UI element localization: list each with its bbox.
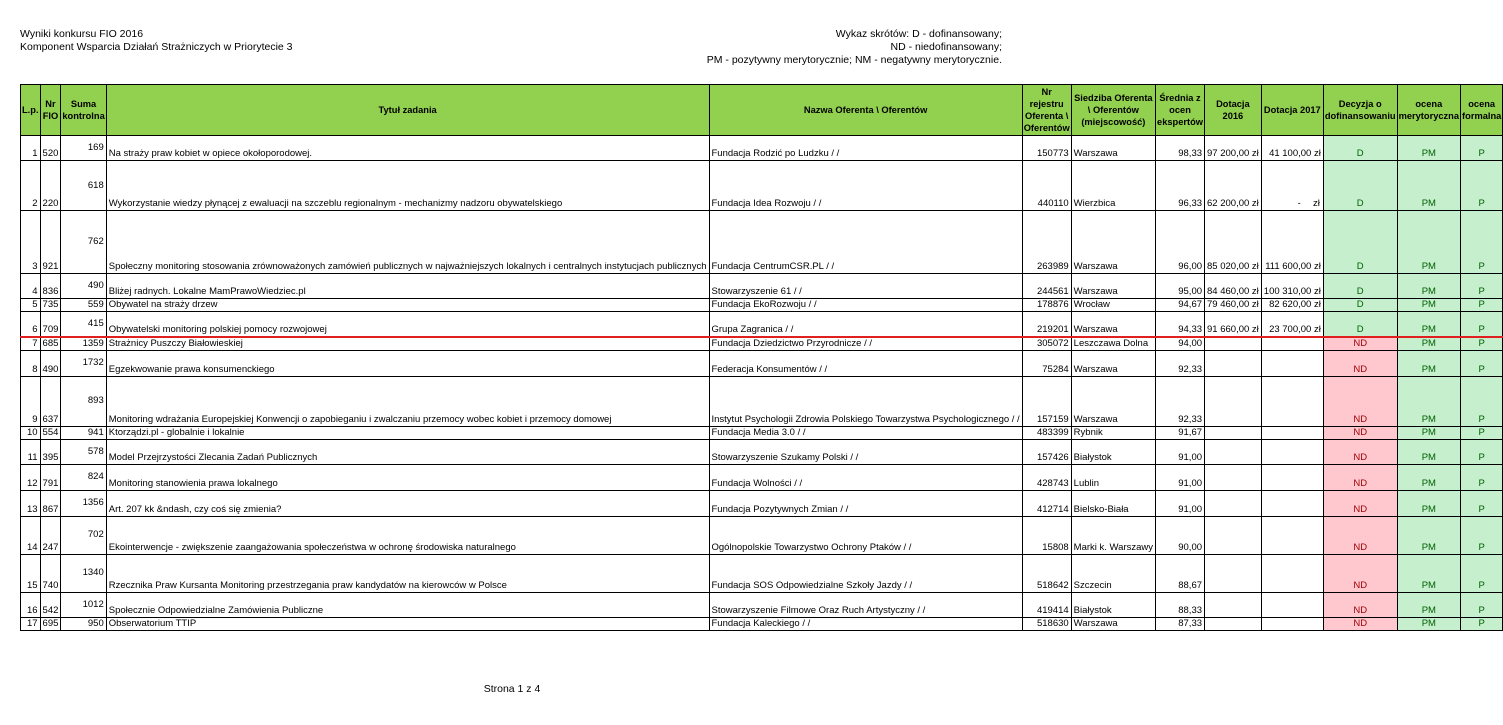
cell-nr-rej: 75284 — [1022, 350, 1071, 376]
col-srednia: Średnia z ocen ekspertów — [1156, 85, 1205, 136]
cell-nr-fio: 554 — [40, 426, 61, 439]
cell-siedziba: Białystok — [1071, 439, 1155, 464]
cell-nr-rej: 412714 — [1022, 490, 1071, 516]
cell-nr-fio: 695 — [40, 617, 61, 630]
table-row — [21, 350, 1503, 376]
cell-ocena-form: P — [1461, 439, 1503, 464]
cell-ocena-mer: PM — [1397, 161, 1460, 211]
cell-dot2016: 62 200,00 zł — [1205, 161, 1262, 211]
cell-lp: 7 — [21, 337, 41, 351]
table-row — [21, 274, 1503, 299]
cell-nr-rej: 263989 — [1022, 211, 1071, 274]
cell-dot2017 — [1261, 161, 1323, 211]
col-nr-rejestru: Nr rejestru Oferenta \ Oferentów — [1022, 85, 1071, 136]
cell-tytul: Wykorzystanie wiedzy płynącej z ewaluacji na szczeblu regionalnym - mechanizmy nadzoru obywatelskiego — [106, 161, 709, 211]
cell-dot2017 — [1261, 554, 1323, 592]
cell-nr-fio: 740 — [40, 554, 61, 592]
suma-value: 1356 — [82, 497, 104, 508]
cell-decyzja: ND — [1323, 554, 1397, 592]
cell-ocena-mer: PM — [1397, 426, 1460, 439]
cell-nr-fio: 395 — [40, 439, 61, 464]
cell-nr-rej: 440110 — [1022, 161, 1071, 211]
cell-ocena-form: P — [1461, 299, 1503, 312]
col-ocena-formalna: ocena formalna — [1461, 85, 1503, 136]
cell-nr-rej: 428743 — [1022, 464, 1071, 490]
col-dotacja-2016: Dotacja 2016 — [1205, 85, 1262, 136]
cell-dot2017 — [1261, 516, 1323, 554]
cell-dot2016: 84 460,00 zł — [1205, 274, 1262, 299]
table-row — [21, 617, 1503, 630]
cell-tytul: Na straży praw kobiet w opiece okołoporodowej. — [106, 136, 709, 161]
cell-srednia: 94,00 — [1156, 337, 1205, 351]
cell-dot2017: 111 600,00 zł — [1261, 211, 1323, 274]
cell-srednia: 96,33 — [1156, 161, 1205, 211]
cell-lp: 14 — [21, 516, 41, 554]
cell-srednia: 91,00 — [1156, 464, 1205, 490]
cell-srednia: 94,33 — [1156, 312, 1205, 337]
cell-ocena-form: P — [1461, 490, 1503, 516]
cell-suma — [61, 312, 106, 337]
cell-ocena-form: P — [1461, 161, 1503, 211]
cell-lp: 16 — [21, 592, 41, 617]
cell-decyzja: D — [1323, 312, 1397, 337]
cell-tytul: Monitoring stanowienia prawa lokalnego — [106, 464, 709, 490]
cell-nr-rej: 305072 — [1022, 337, 1071, 351]
cell-nr-fio: 791 — [40, 464, 61, 490]
table-row — [21, 554, 1503, 592]
cell-ocena-mer: PM — [1397, 312, 1460, 337]
report-subtitle: Komponent Wsparcia Działań Strażniczych w Priorytecie 3 — [20, 41, 293, 53]
cell-nr-fio: 220 — [40, 161, 61, 211]
cell-tytul: Obywatel na straży drzew — [106, 299, 709, 312]
cell-dot2016 — [1205, 439, 1262, 464]
cell-ocena-form: P — [1461, 617, 1503, 630]
cell-tytul: Egzekwowanie prawa konsumenckiego — [106, 350, 709, 376]
table-row — [21, 516, 1503, 554]
cell-oferent: Stowarzyszenie 61 / / — [709, 274, 1022, 299]
table-row — [21, 211, 1503, 274]
cell-tytul: Społecznie Odpowiedzialne Zamówienia Publiczne — [106, 592, 709, 617]
cell-srednia: 98,33 — [1156, 136, 1205, 161]
cell-ocena-mer: PM — [1397, 299, 1460, 312]
table-row — [21, 312, 1503, 337]
col-nr-fio: Nr FIO — [40, 85, 61, 136]
suma-value: 824 — [87, 471, 104, 482]
cell-tytul: Strażnicy Puszczy Białowieskiej — [106, 337, 709, 351]
table-row — [21, 490, 1503, 516]
suma-value: 950 — [87, 617, 104, 629]
cell-lp: 3 — [21, 211, 41, 274]
cell-oferent: Fundacja SOS Odpowiedzialne Szkoły Jazdy / / — [709, 554, 1022, 592]
cell-nr-fio: 709 — [40, 312, 61, 337]
cell-srednia: 91,00 — [1156, 490, 1205, 516]
cell-suma — [61, 376, 106, 426]
cell-srednia: 87,33 — [1156, 617, 1205, 630]
cell-suma — [61, 516, 106, 554]
cell-dot2016 — [1205, 592, 1262, 617]
cell-decyzja: ND — [1323, 337, 1397, 351]
cell-siedziba: Wrocław — [1071, 299, 1155, 312]
suma-value: 893 — [87, 395, 104, 406]
cell-decyzja: ND — [1323, 490, 1397, 516]
cell-ocena-mer: PM — [1397, 617, 1460, 630]
cell-dot2017 — [1261, 464, 1323, 490]
cell-dot2017: 23 700,00 zł — [1261, 312, 1323, 337]
suma-value: 618 — [87, 179, 104, 191]
cell-dot2016: 91 660,00 zł — [1205, 312, 1262, 337]
cell-nr-rej: 419414 — [1022, 592, 1071, 617]
cell-srednia: 91,00 — [1156, 439, 1205, 464]
cell-oferent: Federacja Konsumentów / / — [709, 350, 1022, 376]
cell-dot2017 — [1261, 592, 1323, 617]
col-siedziba: Siedziba Oferenta \ Oferentów (miejscowość) — [1071, 85, 1155, 136]
cell-decyzja: D — [1323, 161, 1397, 211]
cell-ocena-mer: PM — [1397, 516, 1460, 554]
cell-suma — [61, 490, 106, 516]
table-row — [21, 592, 1503, 617]
cell-tytul: Obserwatorium TTIP — [106, 617, 709, 630]
cell-decyzja: D — [1323, 299, 1397, 312]
cell-ocena-form: P — [1461, 136, 1503, 161]
suma-value: 762 — [87, 236, 104, 247]
cell-oferent: Fundacja Wolności / / — [709, 464, 1022, 490]
cell-ocena-form: P — [1461, 274, 1503, 299]
table-header-row — [21, 85, 1503, 136]
suma-value: 1012 — [82, 598, 104, 610]
cell-ocena-form: P — [1461, 350, 1503, 376]
cell-suma — [61, 439, 106, 464]
cell-siedziba: Warszawa — [1071, 376, 1155, 426]
cell-dot2016 — [1205, 554, 1262, 592]
table-row — [21, 439, 1503, 464]
suma-value: 490 — [87, 280, 104, 291]
cell-siedziba: Warszawa — [1071, 136, 1155, 161]
cell-dot2016 — [1205, 350, 1262, 376]
cell-nr-rej: 157426 — [1022, 439, 1071, 464]
cell-nr-rej: 219201 — [1022, 312, 1071, 337]
cell-ocena-form: P — [1461, 592, 1503, 617]
cell-suma — [61, 274, 106, 299]
cell-oferent: Fundacja Idea Rozwoju / / — [709, 161, 1022, 211]
cell-lp: 1 — [21, 136, 41, 161]
col-dotacja-2017: Dotacja 2017 — [1261, 85, 1323, 136]
cell-ocena-mer: PM — [1397, 350, 1460, 376]
cell-ocena-form: P — [1461, 337, 1503, 351]
cell-tytul: Obywatelski monitoring polskiej pomocy rozwojowej — [106, 312, 709, 337]
cell-ocena-form: P — [1461, 312, 1503, 337]
cell-decyzja: ND — [1323, 376, 1397, 426]
cell-ocena-mer: PM — [1397, 136, 1460, 161]
suma-value: 1732 — [82, 357, 104, 368]
cell-decyzja: ND — [1323, 516, 1397, 554]
cell-nr-rej: 244561 — [1022, 274, 1071, 299]
cell-dot2016 — [1205, 464, 1262, 490]
cell-oferent: Fundacja Rodzić po Ludzku / / — [709, 136, 1022, 161]
cell-dot2017 — [1261, 617, 1323, 630]
results-table — [20, 84, 1503, 631]
table-row — [21, 161, 1503, 211]
suma-value: 578 — [87, 445, 104, 457]
cell-dot2017 — [1261, 337, 1323, 351]
cell-dot2017 — [1261, 439, 1323, 464]
cell-siedziba: Marki k. Warszawy — [1071, 516, 1155, 554]
cell-lp: 9 — [21, 376, 41, 426]
cell-nr-fio: 520 — [40, 136, 61, 161]
cell-ocena-form: P — [1461, 516, 1503, 554]
cell-ocena-mer: PM — [1397, 464, 1460, 490]
cell-ocena-form: P — [1461, 211, 1503, 274]
cell-oferent: Fundacja Pozytywnych Zmian / / — [709, 490, 1022, 516]
cell-oferent: Fundacja EkoRozwoju / / — [709, 299, 1022, 312]
cell-dot2016 — [1205, 490, 1262, 516]
cell-ocena-form: P — [1461, 426, 1503, 439]
cell-nr-rej: 518630 — [1022, 617, 1071, 630]
cell-oferent: Stowarzyszenie Filmowe Oraz Ruch Artystyczny / / — [709, 592, 1022, 617]
cell-ocena-mer: PM — [1397, 490, 1460, 516]
cell-decyzja: ND — [1323, 426, 1397, 439]
cell-lp: 6 — [21, 312, 41, 337]
cell-dot2016: 79 460,00 zł — [1205, 299, 1262, 312]
cell-oferent: Fundacja Kaleckiego / / — [709, 617, 1022, 630]
cell-suma — [61, 161, 106, 211]
cell-lp: 12 — [21, 464, 41, 490]
cell-dot2017 — [1261, 426, 1323, 439]
cell-suma — [61, 211, 106, 274]
cell-dot2016: 97 200,00 zł — [1205, 136, 1262, 161]
cell-nr-fio: 247 — [40, 516, 61, 554]
cell-nr-fio: 735 — [40, 299, 61, 312]
cell-tytul: Monitoring wdrażania Europejskiej Konwencji o zapobieganiu i zwalczaniu przemocy wobec kobiet i przemocy domowej — [106, 376, 709, 426]
cell-ocena-mer: PM — [1397, 274, 1460, 299]
cell-tytul: Art. 207 kk &ndash, czy coś się zmienia? — [106, 490, 709, 516]
cell-dot2016 — [1205, 617, 1262, 630]
cell-nr-rej: 518642 — [1022, 554, 1071, 592]
cell-suma — [61, 136, 106, 161]
cell-ocena-mer: PM — [1397, 592, 1460, 617]
cell-dot2016 — [1205, 426, 1262, 439]
cell-suma — [61, 426, 106, 439]
cell-tytul: Społeczny monitoring stosowania zrównoważonych zamówień publicznych w najważniejszych lokalnych i centralnych instytucjach publicznych — [106, 211, 709, 274]
cell-srednia: 96,00 — [1156, 211, 1205, 274]
cell-tytul: Ekointerwencje - zwiększenie zaangażowania społeczeństwa w ochronę środowiska naturalnego — [106, 516, 709, 554]
cell-oferent: Stowarzyszenie Szukamy Polski / / — [709, 439, 1022, 464]
table-row — [21, 376, 1503, 426]
cell-dot2017 — [1261, 490, 1323, 516]
suma-value: 941 — [87, 426, 104, 438]
document-header-left — [20, 28, 293, 54]
cell-dot2017 — [1261, 376, 1323, 426]
dotacja-dash: - — [1297, 198, 1301, 209]
cell-decyzja: ND — [1323, 350, 1397, 376]
cell-ocena-mer: PM — [1397, 554, 1460, 592]
cell-dot2016 — [1205, 376, 1262, 426]
legend-line-2: ND - niedofinansowany; — [890, 41, 1002, 53]
cell-srednia: 92,33 — [1156, 376, 1205, 426]
cell-nr-fio: 542 — [40, 592, 61, 617]
suma-value: 1340 — [82, 567, 104, 578]
cell-decyzja: D — [1323, 274, 1397, 299]
cell-lp: 5 — [21, 299, 41, 312]
cell-suma — [61, 299, 106, 312]
cell-siedziba: Warszawa — [1071, 350, 1155, 376]
cell-siedziba: Warszawa — [1071, 617, 1155, 630]
table-row — [21, 337, 1503, 351]
cell-suma — [61, 337, 106, 351]
cell-suma — [61, 464, 106, 490]
cell-oferent: Fundacja CentrumCSR.PL / / — [709, 211, 1022, 274]
table-row — [21, 426, 1503, 439]
report-title: Wyniki konkursu FIO 2016 — [20, 28, 144, 40]
cell-ocena-form: P — [1461, 464, 1503, 490]
cell-lp: 8 — [21, 350, 41, 376]
cell-nr-fio: 685 — [40, 337, 61, 351]
cell-nr-rej: 157159 — [1022, 376, 1071, 426]
cell-decyzja: ND — [1323, 592, 1397, 617]
cell-srednia: 88,33 — [1156, 592, 1205, 617]
cell-srednia: 95,00 — [1156, 274, 1205, 299]
cell-oferent: Ogólnopolskie Towarzystwo Ochrony Ptaków / / — [709, 516, 1022, 554]
cell-siedziba: Leszczawa Dolna — [1071, 337, 1155, 351]
abbreviation-legend — [707, 28, 1002, 67]
cell-lp: 11 — [21, 439, 41, 464]
cell-srednia: 88,67 — [1156, 554, 1205, 592]
cell-oferent: Instytut Psychologii Zdrowia Polskiego Towarzystwa Psychologicznego / / — [709, 376, 1022, 426]
col-suma-kontrolna: Suma kontrolna — [61, 85, 106, 136]
cell-srednia: 94,67 — [1156, 299, 1205, 312]
cell-nr-rej: 178876 — [1022, 299, 1071, 312]
page-number: Strona 1 z 4 — [483, 683, 541, 695]
cell-suma — [61, 592, 106, 617]
cell-srednia: 90,00 — [1156, 516, 1205, 554]
cell-oferent: Fundacja Media 3.0 / / — [709, 426, 1022, 439]
suma-value: 1359 — [82, 337, 104, 349]
cell-siedziba: Szczecin — [1071, 554, 1155, 592]
col-nazwa-oferenta: Nazwa Oferenta \ Oferentów — [709, 85, 1022, 136]
cell-lp: 15 — [21, 554, 41, 592]
cell-nr-rej: 15808 — [1022, 516, 1071, 554]
dotacja-unit: zł — [1312, 198, 1320, 209]
cell-siedziba: Rybnik — [1071, 426, 1155, 439]
cell-dot2017: 82 620,00 zł — [1261, 299, 1323, 312]
cell-ocena-mer: PM — [1397, 439, 1460, 464]
cell-lp: 13 — [21, 490, 41, 516]
cell-nr-fio: 836 — [40, 274, 61, 299]
cell-dot2017: 41 100,00 zł — [1261, 136, 1323, 161]
table-row — [21, 136, 1503, 161]
cell-nr-fio: 637 — [40, 376, 61, 426]
legend-line-1: Wykaz skrótów: D - dofinansowany; — [835, 28, 1002, 40]
legend-line-3: PM - pozytywny merytorycznie; NM - negatywny merytorycznie. — [706, 54, 1002, 66]
cell-tytul: Ktorządzi.pl - globalnie i lokalnie — [106, 426, 709, 439]
cell-siedziba: Bielsko-Biała — [1071, 490, 1155, 516]
cell-siedziba: Warszawa — [1071, 274, 1155, 299]
cell-ocena-mer: PM — [1397, 211, 1460, 274]
cell-suma — [61, 554, 106, 592]
cell-nr-fio: 490 — [40, 350, 61, 376]
cell-nr-fio: 921 — [40, 211, 61, 274]
cell-siedziba: Lublin — [1071, 464, 1155, 490]
suma-value: 169 — [87, 142, 104, 153]
cell-siedziba: Wierzbica — [1071, 161, 1155, 211]
cell-decyzja: ND — [1323, 439, 1397, 464]
cell-dot2016 — [1205, 516, 1262, 554]
cell-siedziba: Warszawa — [1071, 211, 1155, 274]
cell-lp: 17 — [21, 617, 41, 630]
cell-tytul: Model Przejrzystości Zlecania Zadań Publicznych — [106, 439, 709, 464]
cell-siedziba: Warszawa — [1071, 312, 1155, 337]
cell-decyzja: D — [1323, 136, 1397, 161]
suma-value: 559 — [87, 299, 104, 310]
cell-srednia: 92,33 — [1156, 350, 1205, 376]
col-tytul-zadania: Tytuł zadania — [106, 85, 709, 136]
cell-nr-fio: 867 — [40, 490, 61, 516]
cell-nr-rej: 483399 — [1022, 426, 1071, 439]
cell-decyzja: ND — [1323, 464, 1397, 490]
cell-decyzja: D — [1323, 211, 1397, 274]
col-decyzja: Decyzja o dofinansowaniu — [1323, 85, 1397, 136]
table-row — [21, 464, 1503, 490]
table-row — [21, 299, 1503, 312]
suma-value: 702 — [87, 529, 104, 540]
cell-ocena-mer: PM — [1397, 337, 1460, 351]
cell-lp: 10 — [21, 426, 41, 439]
cell-siedziba: Białystok — [1071, 592, 1155, 617]
cell-tytul: Rzecznika Praw Kursanta Monitoring przestrzegania praw kandydatów na kierowców w Polsce — [106, 554, 709, 592]
cell-oferent: Grupa Zagranica / / — [709, 312, 1022, 337]
col-lp: L.p. — [21, 85, 41, 136]
cell-lp: 2 — [21, 161, 41, 211]
suma-value: 415 — [87, 317, 104, 329]
cell-ocena-mer: PM — [1397, 376, 1460, 426]
cell-nr-rej: 150773 — [1022, 136, 1071, 161]
cell-dot2016 — [1205, 337, 1262, 351]
cell-oferent: Fundacja Dziedzictwo Przyrodnicze / / — [709, 337, 1022, 351]
cell-ocena-form: P — [1461, 554, 1503, 592]
cell-ocena-form: P — [1461, 376, 1503, 426]
cell-dot2017: 100 310,00 zł — [1261, 274, 1323, 299]
cell-dot2017 — [1261, 350, 1323, 376]
cell-suma — [61, 350, 106, 376]
col-ocena-merytoryczna: ocena merytoryczna — [1397, 85, 1460, 136]
cell-tytul: Bliżej radnych. Lokalne MamPrawoWiedziec.pl — [106, 274, 709, 299]
cell-dot2016: 85 020,00 zł — [1205, 211, 1262, 274]
cell-decyzja: ND — [1323, 617, 1397, 630]
cell-lp: 4 — [21, 274, 41, 299]
cell-suma — [61, 617, 106, 630]
cell-srednia: 91,67 — [1156, 426, 1205, 439]
